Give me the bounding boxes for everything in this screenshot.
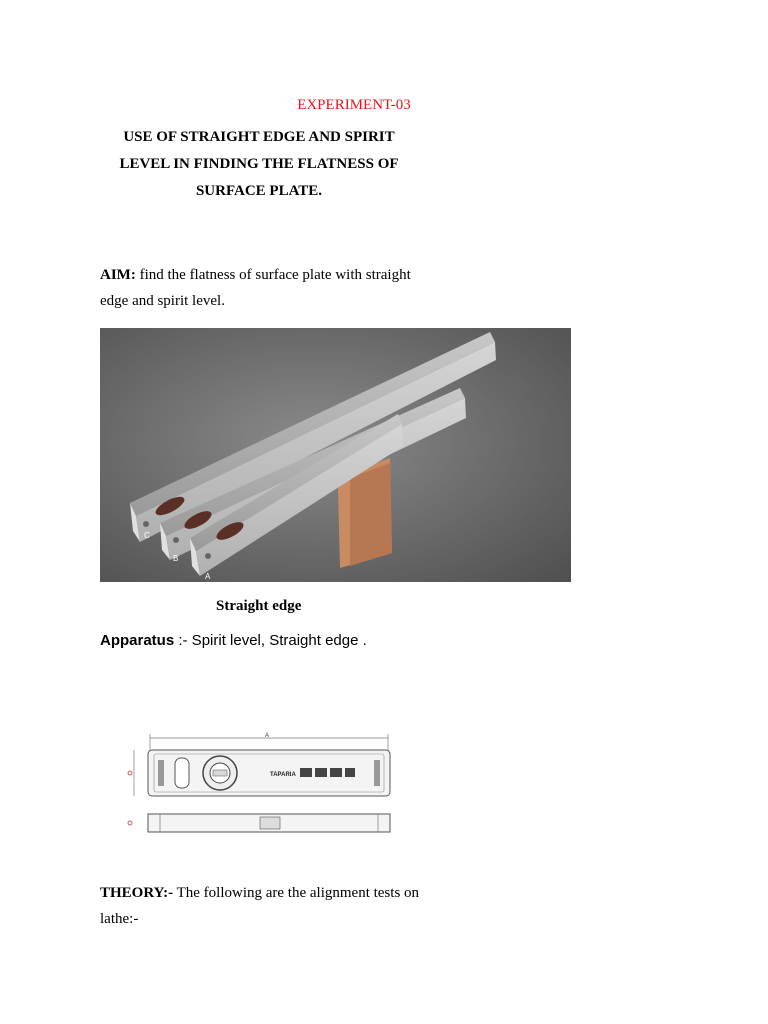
theory-text: The following are the alignment tests on lathe:- — [100, 885, 420, 927]
apparatus-text: :- Spirit level, Straight edge . — [174, 632, 367, 649]
heading-line-3: SURFACE PLATE. — [195, 183, 323, 199]
theory-paragraph — [100, 880, 430, 932]
photo-caption: Straight edge — [216, 598, 302, 614]
drawing-brand: TAPARIA — [270, 772, 296, 778]
apparatus-label: Apparatus — [100, 632, 175, 649]
theory-label: THEORY:- — [100, 885, 174, 901]
heading-line-2: LEVEL IN FINDING THE FLATNESS OF — [119, 156, 399, 172]
aim-paragraph — [100, 262, 440, 314]
apparatus-paragraph — [100, 632, 367, 649]
straight-edge-photo — [100, 328, 571, 582]
experiment-title: EXPERIMENT-03 — [297, 97, 411, 113]
spirit-level-drawing — [120, 730, 395, 842]
drawing-dim-label-a: A — [265, 733, 270, 739]
photo-label-b: B — [173, 554, 179, 563]
aim-label: AIM: — [100, 267, 136, 283]
photo-label-c: C — [144, 531, 150, 540]
heading-line-1: USE OF STRAIGHT EDGE AND SPIRIT — [123, 129, 395, 145]
photo-label-a: A — [205, 572, 211, 581]
aim-text: find the flatness of surface plate with straight edge and spirit level. — [100, 267, 411, 309]
experiment-heading — [100, 124, 418, 205]
